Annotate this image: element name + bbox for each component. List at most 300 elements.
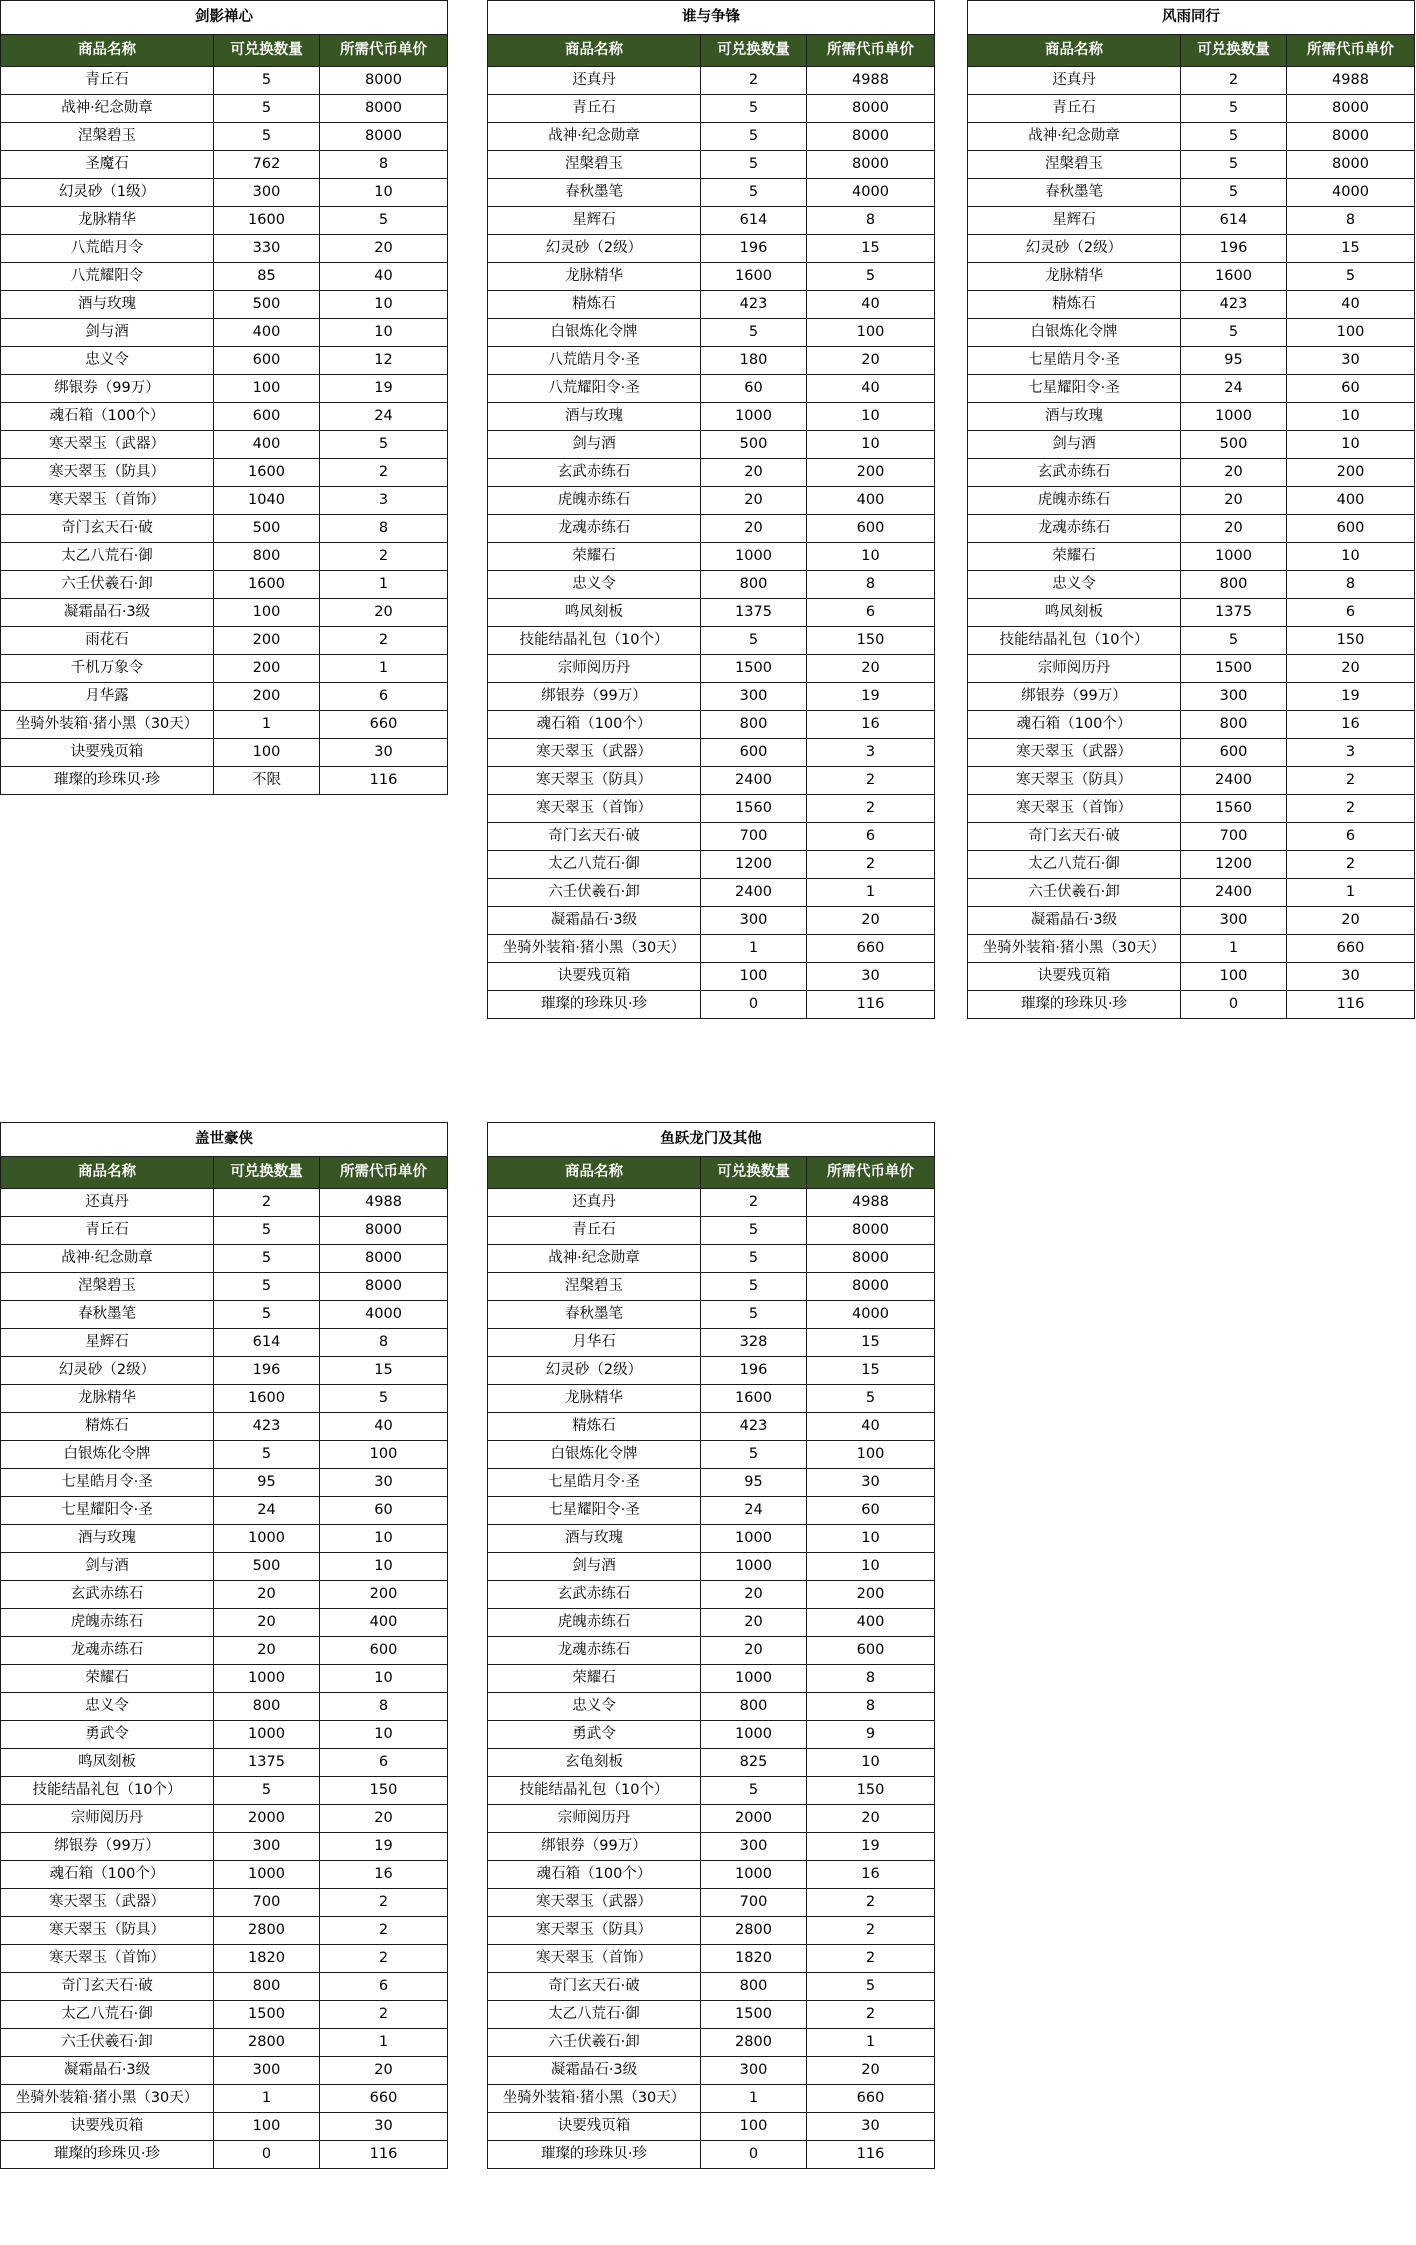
quantity-cell: 1000	[214, 1665, 320, 1693]
item-name-cell: 春秋墨笔	[488, 1301, 701, 1329]
item-name-cell: 千机万象令	[1, 655, 214, 683]
table-row	[488, 1805, 935, 1833]
price-cell: 16	[320, 1861, 448, 1889]
item-name-cell: 荣耀石	[968, 543, 1181, 571]
item-name-cell: 六壬伏羲石·卸	[1, 2029, 214, 2057]
table-row	[1, 1917, 448, 1945]
quantity-cell: 330	[214, 235, 320, 263]
price-cell: 10	[320, 1553, 448, 1581]
item-name-cell: 寒天翠玉（首饰）	[488, 1945, 701, 1973]
price-cell: 60	[1287, 375, 1415, 403]
quantity-cell: 200	[214, 683, 320, 711]
price-cell: 10	[320, 179, 448, 207]
quantity-cell: 5	[214, 123, 320, 151]
quantity-cell: 5	[701, 179, 807, 207]
quantity-cell: 5	[701, 1245, 807, 1273]
quantity-cell: 800	[701, 711, 807, 739]
quantity-cell: 614	[701, 207, 807, 235]
item-name-cell: 璀璨的珍珠贝·珍	[968, 991, 1181, 1019]
item-name-cell: 璀璨的珍珠贝·珍	[488, 991, 701, 1019]
table-row	[1, 1301, 448, 1329]
price-cell: 10	[807, 1525, 935, 1553]
table-row	[488, 2057, 935, 2085]
item-name-cell: 寒天翠玉（武器）	[488, 739, 701, 767]
quantity-cell: 300	[214, 179, 320, 207]
table-row	[488, 1413, 935, 1441]
table-row	[488, 1749, 935, 1777]
table-row	[968, 767, 1415, 795]
quantity-cell: 423	[1181, 291, 1287, 319]
price-cell: 19	[1287, 683, 1415, 711]
price-cell: 1	[1287, 879, 1415, 907]
item-name-cell: 龙魂赤练石	[1, 1637, 214, 1665]
item-name-cell: 战神·纪念勋章	[1, 1245, 214, 1273]
item-name-cell: 坐骑外装箱·猪小黑（30天）	[1, 2085, 214, 2113]
quantity-cell: 300	[214, 2057, 320, 2085]
quantity-cell: 600	[701, 739, 807, 767]
item-name-cell: 荣耀石	[1, 1665, 214, 1693]
price-cell: 20	[807, 1805, 935, 1833]
price-cell: 8	[320, 1329, 448, 1357]
table-row	[488, 1945, 935, 1973]
item-name-cell: 剑与酒	[1, 319, 214, 347]
price-cell: 4000	[1287, 179, 1415, 207]
price-cell: 30	[807, 1469, 935, 1497]
item-name-cell: 幻灵砂（2级）	[1, 1357, 214, 1385]
quantity-cell: 2400	[1181, 879, 1287, 907]
table-row	[1, 1357, 448, 1385]
quantity-cell: 5	[1181, 123, 1287, 151]
price-cell: 16	[1287, 711, 1415, 739]
item-name-cell: 七星皓月令·圣	[488, 1469, 701, 1497]
item-name-cell: 奇门玄天石·破	[968, 823, 1181, 851]
item-name-cell: 战神·纪念勋章	[968, 123, 1181, 151]
item-name-cell: 寒天翠玉（防具）	[488, 767, 701, 795]
item-name-cell: 太乙八荒石·御	[1, 2001, 214, 2029]
item-name-cell: 忠义令	[1, 347, 214, 375]
quantity-cell: 800	[1181, 711, 1287, 739]
price-cell: 1	[807, 2029, 935, 2057]
item-name-cell: 勇武令	[488, 1721, 701, 1749]
table-row	[488, 1189, 935, 1217]
price-cell: 8000	[807, 95, 935, 123]
quantity-cell: 20	[701, 1637, 807, 1665]
quantity-cell: 196	[1181, 235, 1287, 263]
price-cell: 8000	[807, 1245, 935, 1273]
item-name-cell: 龙魂赤练石	[488, 1637, 701, 1665]
item-name-cell: 荣耀石	[488, 543, 701, 571]
column-header-price: 所需代币单价	[807, 35, 935, 67]
price-cell: 660	[807, 2085, 935, 2113]
price-cell: 15	[807, 1357, 935, 1385]
item-name-cell: 技能结晶礼包（10个）	[488, 1777, 701, 1805]
table-row	[1, 67, 448, 95]
quantity-cell: 600	[214, 347, 320, 375]
quantity-cell: 1000	[214, 1721, 320, 1749]
price-cell: 8000	[320, 67, 448, 95]
quantity-cell: 85	[214, 263, 320, 291]
price-cell: 600	[320, 1637, 448, 1665]
quantity-cell: 300	[1181, 907, 1287, 935]
item-name-cell: 还真丹	[488, 1189, 701, 1217]
item-name-cell: 雨花石	[1, 627, 214, 655]
table-row	[1, 1805, 448, 1833]
price-cell: 4988	[320, 1189, 448, 1217]
quantity-cell: 300	[701, 907, 807, 935]
quantity-cell: 180	[701, 347, 807, 375]
price-cell: 2	[320, 1917, 448, 1945]
quantity-cell: 423	[701, 1413, 807, 1441]
table-row	[1, 683, 448, 711]
item-name-cell: 凝霜晶石·3级	[1, 599, 214, 627]
table-row	[968, 319, 1415, 347]
quantity-cell: 5	[214, 1217, 320, 1245]
price-cell: 100	[1287, 319, 1415, 347]
item-name-cell: 战神·纪念勋章	[488, 1245, 701, 1273]
quantity-cell: 100	[214, 599, 320, 627]
price-cell: 30	[807, 963, 935, 991]
item-name-cell: 宗师阅历丹	[488, 655, 701, 683]
table-row	[1, 1553, 448, 1581]
quantity-cell: 1000	[701, 1721, 807, 1749]
table-title: 鱼跃龙门及其他	[488, 1123, 935, 1157]
price-cell: 6	[320, 1749, 448, 1777]
table-row	[1, 1273, 448, 1301]
table-row	[488, 683, 935, 711]
item-name-cell: 还真丹	[488, 67, 701, 95]
price-cell: 20	[807, 655, 935, 683]
price-cell: 8	[320, 1693, 448, 1721]
item-name-cell: 绑银券（99万）	[488, 683, 701, 711]
price-cell: 660	[1287, 935, 1415, 963]
quantity-cell: 95	[214, 1469, 320, 1497]
item-name-cell: 玄武赤练石	[488, 1581, 701, 1609]
table-row	[488, 1497, 935, 1525]
quantity-cell: 614	[214, 1329, 320, 1357]
table-row	[488, 2029, 935, 2057]
quantity-cell: 2800	[701, 2029, 807, 2057]
price-cell: 30	[320, 1469, 448, 1497]
table-row	[1, 319, 448, 347]
quantity-cell: 1000	[214, 1525, 320, 1553]
table-row	[1, 375, 448, 403]
quantity-cell: 300	[1181, 683, 1287, 711]
item-name-cell: 魂石箱（100个）	[488, 711, 701, 739]
price-cell: 6	[807, 599, 935, 627]
item-name-cell: 星辉石	[488, 207, 701, 235]
table-row	[968, 487, 1415, 515]
table-row	[488, 1721, 935, 1749]
quantity-cell: 5	[701, 627, 807, 655]
table-row	[968, 207, 1415, 235]
item-name-cell: 玄武赤练石	[488, 459, 701, 487]
column-header-name: 商品名称	[968, 35, 1181, 67]
table-row	[968, 823, 1415, 851]
price-cell: 20	[320, 599, 448, 627]
table-row	[1, 123, 448, 151]
quantity-cell: 400	[214, 319, 320, 347]
price-cell: 1	[320, 571, 448, 599]
item-name-cell: 虎魄赤练石	[488, 487, 701, 515]
price-cell: 4000	[320, 1301, 448, 1329]
exchange-table-jianying	[0, 0, 448, 795]
quantity-cell: 5	[701, 151, 807, 179]
item-name-cell: 星辉石	[1, 1329, 214, 1357]
price-cell: 6	[1287, 823, 1415, 851]
quantity-cell: 423	[701, 291, 807, 319]
table-row	[968, 851, 1415, 879]
price-cell: 2	[320, 1945, 448, 1973]
quantity-cell: 1600	[701, 1385, 807, 1413]
item-name-cell: 奇门玄天石·破	[488, 1973, 701, 2001]
price-cell: 20	[320, 1805, 448, 1833]
item-name-cell: 虎魄赤练石	[1, 1609, 214, 1637]
table-row	[1, 1413, 448, 1441]
item-name-cell: 龙脉精华	[1, 1385, 214, 1413]
table-row	[1, 2141, 448, 2169]
price-cell: 200	[807, 459, 935, 487]
price-cell: 10	[1287, 431, 1415, 459]
item-name-cell: 鸣凤刻板	[488, 599, 701, 627]
price-cell: 20	[1287, 907, 1415, 935]
price-cell: 2	[807, 2001, 935, 2029]
table-row	[1, 2001, 448, 2029]
price-cell: 19	[320, 375, 448, 403]
column-header-price: 所需代币单价	[320, 35, 448, 67]
item-name-cell: 绑银券（99万）	[1, 375, 214, 403]
price-cell: 5	[320, 1385, 448, 1413]
price-cell: 2	[320, 627, 448, 655]
quantity-cell: 200	[214, 655, 320, 683]
table-row	[1, 1497, 448, 1525]
price-cell: 15	[320, 1357, 448, 1385]
quantity-cell: 1000	[1181, 403, 1287, 431]
table-row	[488, 739, 935, 767]
table-row	[488, 263, 935, 291]
quantity-cell: 300	[701, 2057, 807, 2085]
table-row	[488, 403, 935, 431]
quantity-cell: 1500	[1181, 655, 1287, 683]
table-title: 风雨同行	[968, 1, 1415, 35]
table-row	[1, 1189, 448, 1217]
price-cell: 400	[320, 1609, 448, 1637]
item-name-cell: 寒天翠玉（防具）	[968, 767, 1181, 795]
table-row	[488, 1833, 935, 1861]
table-row	[488, 1217, 935, 1245]
table-row	[488, 319, 935, 347]
item-name-cell: 奇门玄天石·破	[1, 1973, 214, 2001]
table-row	[488, 1441, 935, 1469]
table-row	[488, 1329, 935, 1357]
table-row	[488, 1301, 935, 1329]
column-header-quantity: 可兑换数量	[214, 1157, 320, 1189]
item-name-cell: 六壬伏羲石·卸	[1, 571, 214, 599]
price-cell: 600	[807, 1637, 935, 1665]
quantity-cell: 2800	[701, 1917, 807, 1945]
table-row	[968, 935, 1415, 963]
price-cell: 2	[807, 851, 935, 879]
item-name-cell: 忠义令	[1, 1693, 214, 1721]
column-header-quantity: 可兑换数量	[214, 35, 320, 67]
quantity-cell: 100	[1181, 963, 1287, 991]
table-row	[1, 599, 448, 627]
item-name-cell: 寒天翠玉（防具）	[1, 459, 214, 487]
quantity-cell: 5	[701, 319, 807, 347]
quantity-cell: 1000	[701, 403, 807, 431]
item-name-cell: 忠义令	[968, 571, 1181, 599]
item-name-cell: 青丘石	[1, 67, 214, 95]
quantity-cell: 1375	[1181, 599, 1287, 627]
price-cell: 660	[320, 2085, 448, 2113]
quantity-cell: 5	[1181, 627, 1287, 655]
item-name-cell: 春秋墨笔	[488, 179, 701, 207]
item-name-cell: 七星耀阳令·圣	[1, 1497, 214, 1525]
price-cell: 19	[807, 1833, 935, 1861]
item-name-cell: 玄武赤练石	[1, 1581, 214, 1609]
item-name-cell: 战神·纪念勋章	[1, 95, 214, 123]
table-row	[1, 1581, 448, 1609]
quantity-cell: 5	[214, 1273, 320, 1301]
table-row	[488, 571, 935, 599]
table-row	[1, 1217, 448, 1245]
item-name-cell: 酒与玫瑰	[488, 1525, 701, 1553]
item-name-cell: 忠义令	[488, 1693, 701, 1721]
quantity-cell: 1000	[701, 1861, 807, 1889]
table-row	[1, 1973, 448, 2001]
item-name-cell: 宗师阅历丹	[968, 655, 1181, 683]
price-cell: 10	[807, 431, 935, 459]
item-name-cell: 凝霜晶石·3级	[968, 907, 1181, 935]
item-name-cell: 坐骑外装箱·猪小黑（30天）	[1, 711, 214, 739]
quantity-cell: 800	[701, 1973, 807, 2001]
price-cell: 10	[807, 403, 935, 431]
item-name-cell: 勇武令	[1, 1721, 214, 1749]
item-name-cell: 春秋墨笔	[968, 179, 1181, 207]
item-name-cell: 虎魄赤练石	[968, 487, 1181, 515]
price-cell: 30	[1287, 347, 1415, 375]
price-cell: 8000	[1287, 95, 1415, 123]
item-name-cell: 寒天翠玉（防具）	[1, 1917, 214, 1945]
quantity-cell: 800	[214, 543, 320, 571]
quantity-cell: 1500	[701, 2001, 807, 2029]
price-cell: 10	[320, 291, 448, 319]
price-cell: 2	[1287, 767, 1415, 795]
price-cell: 116	[1287, 991, 1415, 1019]
quantity-cell: 2400	[701, 879, 807, 907]
price-cell: 400	[807, 487, 935, 515]
table-row	[488, 207, 935, 235]
quantity-cell: 5	[701, 1777, 807, 1805]
price-cell: 8000	[320, 123, 448, 151]
price-cell: 15	[1287, 235, 1415, 263]
quantity-cell: 5	[214, 1777, 320, 1805]
quantity-cell: 24	[701, 1497, 807, 1525]
table-row	[968, 151, 1415, 179]
item-name-cell: 技能结晶礼包（10个）	[1, 1777, 214, 1805]
quantity-cell: 500	[1181, 431, 1287, 459]
quantity-cell: 2	[214, 1189, 320, 1217]
item-name-cell: 诀要残页箱	[1, 2113, 214, 2141]
quantity-cell: 762	[214, 151, 320, 179]
item-name-cell: 六壬伏羲石·卸	[488, 879, 701, 907]
quantity-cell: 5	[701, 1217, 807, 1245]
quantity-cell: 700	[214, 1889, 320, 1917]
table-row	[488, 1553, 935, 1581]
table-row	[1, 767, 448, 795]
quantity-cell: 5	[1181, 151, 1287, 179]
column-header-name: 商品名称	[488, 35, 701, 67]
table-row	[968, 711, 1415, 739]
quantity-cell: 328	[701, 1329, 807, 1357]
item-name-cell: 青丘石	[488, 1217, 701, 1245]
quantity-cell: 2	[701, 67, 807, 95]
item-name-cell: 涅槃碧玉	[1, 1273, 214, 1301]
item-name-cell: 幻灵砂（2级）	[968, 235, 1181, 263]
item-name-cell: 八荒皓月令	[1, 235, 214, 263]
table-row	[1, 1385, 448, 1413]
table-row	[1, 347, 448, 375]
table-row	[1, 1749, 448, 1777]
item-name-cell: 青丘石	[1, 1217, 214, 1245]
item-name-cell: 酒与玫瑰	[1, 1525, 214, 1553]
quantity-cell: 1820	[214, 1945, 320, 1973]
table-row	[488, 2001, 935, 2029]
quantity-cell: 2800	[214, 2029, 320, 2057]
price-cell: 8000	[807, 1217, 935, 1245]
item-name-cell: 圣魔石	[1, 151, 214, 179]
quantity-cell: 500	[214, 291, 320, 319]
table-row	[488, 1665, 935, 1693]
price-cell: 2	[1287, 795, 1415, 823]
item-name-cell: 魂石箱（100个）	[1, 1861, 214, 1889]
item-name-cell: 凝霜晶石·3级	[1, 2057, 214, 2085]
quantity-cell: 5	[701, 123, 807, 151]
item-name-cell: 八荒耀阳令	[1, 263, 214, 291]
quantity-cell: 1000	[701, 1525, 807, 1553]
table-row	[1, 1889, 448, 1917]
quantity-cell: 500	[214, 515, 320, 543]
price-cell: 116	[320, 2141, 448, 2169]
quantity-cell: 20	[214, 1609, 320, 1637]
item-name-cell: 精炼石	[488, 291, 701, 319]
quantity-cell: 2400	[701, 767, 807, 795]
price-cell: 20	[807, 2057, 935, 2085]
price-cell: 40	[807, 1413, 935, 1441]
table-row	[488, 823, 935, 851]
quantity-cell: 2	[1181, 67, 1287, 95]
table-row	[1, 487, 448, 515]
price-cell: 2	[320, 1889, 448, 1917]
table-row	[1, 151, 448, 179]
item-name-cell: 寒天翠玉（首饰）	[488, 795, 701, 823]
table-row	[968, 291, 1415, 319]
price-cell: 8000	[320, 95, 448, 123]
price-cell: 8000	[320, 1273, 448, 1301]
table-row	[488, 2113, 935, 2141]
price-cell: 4000	[807, 179, 935, 207]
table-row	[968, 403, 1415, 431]
table-row	[968, 571, 1415, 599]
price-cell: 20	[320, 235, 448, 263]
price-cell: 2	[1287, 851, 1415, 879]
price-cell: 2	[807, 1889, 935, 1917]
item-name-cell: 龙脉精华	[488, 263, 701, 291]
table-row	[488, 1861, 935, 1889]
quantity-cell: 20	[1181, 487, 1287, 515]
item-name-cell: 战神·纪念勋章	[488, 123, 701, 151]
table-row	[1, 263, 448, 291]
table-row	[1, 207, 448, 235]
